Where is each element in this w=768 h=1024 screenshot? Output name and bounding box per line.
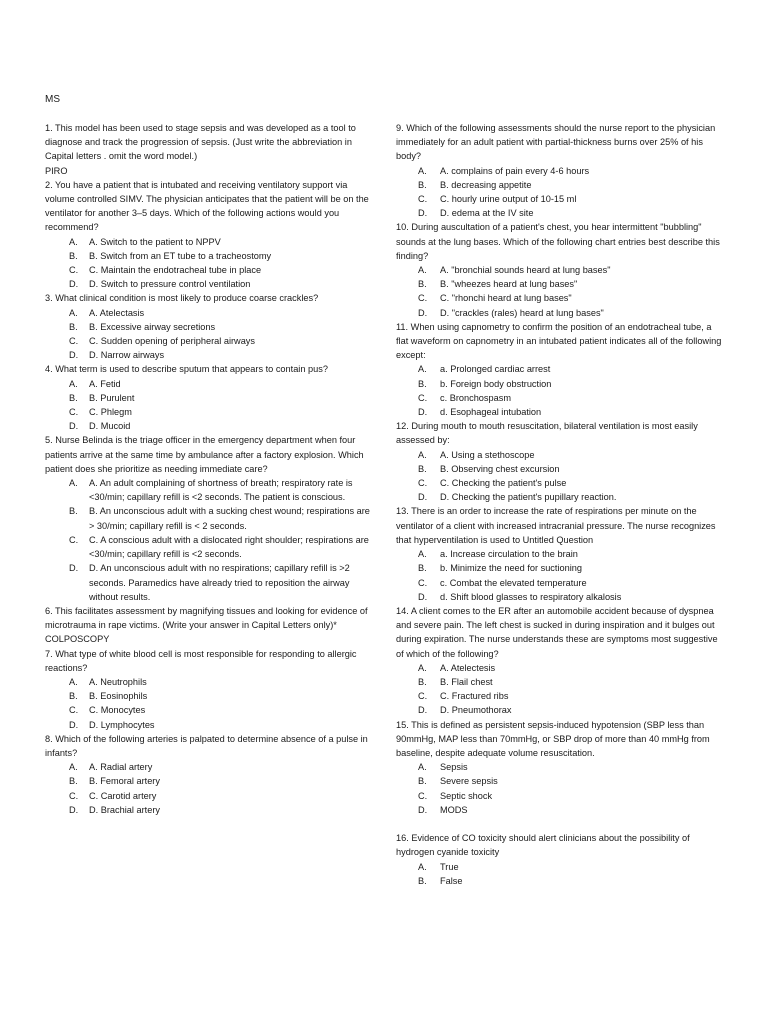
option-item: [396, 576, 724, 590]
options-list: [396, 164, 724, 221]
question-block: [396, 504, 724, 603]
question-block: [45, 732, 373, 817]
option-letter: B.: [69, 691, 78, 702]
options-list: [396, 860, 724, 888]
option-text: D. "crackles (rales) heard at lung bases": [440, 307, 604, 318]
options-list: [45, 306, 373, 363]
option-letter: B.: [69, 776, 78, 787]
option-text: C. Checking the patient's pulse: [440, 478, 567, 489]
option-letter: B.: [69, 392, 78, 403]
option-text: A. Atelectasis: [89, 307, 145, 318]
option-text: True: [440, 861, 459, 872]
question-block: [45, 604, 373, 647]
option-letter: C.: [69, 705, 79, 716]
option-letter: B.: [418, 378, 427, 389]
options-list: [45, 760, 373, 817]
option-text: B. decreasing appetite: [440, 179, 532, 190]
question-text: 3. What clinical condition is most likely to produce coarse crackles?: [45, 293, 319, 304]
option-letter: C.: [418, 478, 428, 489]
option-letter: D.: [69, 719, 79, 730]
option-letter: A.: [69, 762, 78, 773]
option-item: [45, 320, 373, 334]
option-text: D. Brachial artery: [89, 804, 160, 815]
option-text: B. Flail chest: [440, 676, 493, 687]
options-list: [396, 760, 724, 817]
option-letter: A.: [418, 662, 427, 673]
option-letter: C.: [418, 790, 428, 801]
option-item: [45, 391, 373, 405]
option-item: [396, 675, 724, 689]
option-item: [396, 405, 724, 419]
option-item: [396, 661, 724, 675]
option-text: A. Radial artery: [89, 762, 153, 773]
option-text: a. Prolonged cardiac arrest: [440, 364, 551, 375]
question-text: 16. Evidence of CO toxicity should alert clinicians about the possibility of hydrogen cyanide toxicity: [396, 833, 690, 858]
option-item: [45, 689, 373, 703]
option-text: c. Bronchospasm: [440, 392, 511, 403]
option-item: [396, 703, 724, 717]
option-item: [396, 561, 724, 575]
options-list: [45, 476, 373, 604]
question-text: 5. Nurse Belinda is the triage officer in the emergency department when four patients arrive at the same time by ambulance after a factory explosion. Which patient does she prioritize as needing immediate care?: [45, 435, 364, 474]
option-text: A. Switch to the patient to NPPV: [89, 236, 221, 247]
option-text: A. Neutrophils: [89, 676, 147, 687]
option-text: D. Lymphocytes: [89, 719, 155, 730]
option-text: B. Excessive airway secretions: [89, 321, 216, 332]
question-block: [45, 433, 373, 603]
option-letter: B.: [418, 279, 427, 290]
option-letter: C.: [418, 392, 428, 403]
option-text: D. Pneumothorax: [440, 705, 512, 716]
option-item: [45, 377, 373, 391]
option-letter: A.: [418, 449, 427, 460]
question-block: [45, 291, 373, 362]
option-text: D. Switch to pressure control ventilation: [89, 279, 251, 290]
option-letter: D.: [69, 279, 79, 290]
option-text: A. Fetid: [89, 378, 121, 389]
option-item: [396, 277, 724, 291]
option-text: Sepsis: [440, 762, 468, 773]
option-letter: A.: [418, 265, 427, 276]
option-letter: C.: [69, 407, 79, 418]
option-item: [45, 476, 373, 504]
options-list: [396, 448, 724, 505]
answer-text: PIRO: [45, 165, 68, 176]
option-letter: A.: [418, 861, 427, 872]
option-item: [396, 590, 724, 604]
option-item: [396, 206, 724, 220]
left-column: [45, 121, 373, 817]
question-block: [45, 362, 373, 433]
option-letter: D.: [69, 804, 79, 815]
options-list: [396, 661, 724, 718]
option-letter: C.: [69, 265, 79, 276]
option-letter: B.: [418, 676, 427, 687]
option-text: A. "bronchial sounds heard at lung bases": [440, 265, 611, 276]
option-item: [45, 405, 373, 419]
option-item: [396, 490, 724, 504]
question-text: 11. When using capnometry to confirm the position of an endotracheal tube, a flat waveform on capnometry in an intubated patient indicates all of the following except:: [396, 321, 722, 361]
option-text: D. edema at the IV site: [440, 208, 534, 219]
option-letter: D.: [69, 563, 79, 574]
question-text: 4. What term is used to describe sputum that appears to contain pus?: [45, 364, 328, 375]
option-letter: A.: [69, 378, 78, 389]
option-text: C. Maintain the endotracheal tube in place: [89, 265, 262, 276]
option-text: A. Using a stethoscope: [440, 449, 535, 460]
option-letter: A.: [69, 478, 78, 489]
option-text: C. Monocytes: [89, 705, 146, 716]
option-item: [45, 703, 373, 717]
option-letter: D.: [418, 208, 428, 219]
option-item: [396, 774, 724, 788]
option-letter: D.: [418, 591, 428, 602]
option-letter: B.: [418, 463, 427, 474]
option-letter: D.: [418, 705, 428, 716]
option-item: [45, 348, 373, 362]
option-item: [45, 249, 373, 263]
options-list: [45, 675, 373, 732]
option-item: [396, 789, 724, 803]
option-letter: B.: [69, 321, 78, 332]
option-item: [45, 306, 373, 320]
spacer: [396, 817, 724, 831]
question-block: [45, 178, 373, 292]
option-item: [396, 306, 724, 320]
option-item: [396, 192, 724, 206]
question-text: 10. During auscultation of a patient's chest, you hear intermittent "bubbling" sounds at the lung bases. Which of the following chart entries best describe this finding?: [396, 222, 720, 261]
question-block: [396, 718, 724, 817]
option-text: False: [440, 875, 463, 886]
option-text: B. Purulent: [89, 392, 135, 403]
question-text: 12. During mouth to mouth resuscitation, bilateral ventilation is most easily assessed by:: [396, 421, 698, 446]
option-letter: C.: [418, 194, 428, 205]
option-text: a. Increase circulation to the brain: [440, 549, 578, 560]
option-text: B. An unconscious adult with a sucking chest wound; respirations are > 30/min; capillary refill is < 2 seconds.: [89, 506, 370, 531]
options-list: [45, 235, 373, 292]
option-letter: D.: [69, 350, 79, 361]
option-item: [396, 689, 724, 703]
option-text: b. Minimize the need for suctioning: [440, 563, 582, 574]
option-item: [396, 448, 724, 462]
option-text: D. Narrow airways: [89, 350, 165, 361]
option-text: b. Foreign body obstruction: [440, 378, 552, 389]
option-letter: A.: [418, 549, 427, 560]
option-letter: A.: [418, 165, 427, 176]
option-text: A. An adult complaining of shortness of breath; respiratory rate is <30/min; capillary refill is <2 seconds. The patient is conscious.: [89, 478, 353, 503]
option-text: C. Sudden opening of peripheral airways: [89, 336, 255, 347]
option-item: [45, 533, 373, 561]
question-block: [396, 320, 724, 419]
option-text: A. complains of pain every 4-6 hours: [440, 165, 590, 176]
option-text: c. Combat the elevated temperature: [440, 577, 587, 588]
option-letter: D.: [418, 407, 428, 418]
option-item: [45, 561, 373, 604]
option-letter: C.: [418, 577, 428, 588]
question-text: 1. This model has been used to stage sepsis and was developed as a tool to diagnose and track the progression of sepsis. (Just write the abbreviation in Capital letters . omit the word model.): [45, 123, 356, 162]
option-item: [396, 760, 724, 774]
option-letter: D.: [418, 492, 428, 503]
option-item: [45, 419, 373, 433]
option-item: [45, 263, 373, 277]
option-text: C. Fractured ribs: [440, 691, 509, 702]
options-list: [396, 547, 724, 604]
option-letter: C.: [418, 691, 428, 702]
option-item: [396, 362, 724, 376]
option-text: B. Femoral artery: [89, 776, 160, 787]
option-letter: A.: [69, 236, 78, 247]
options-list: [396, 362, 724, 419]
option-letter: C.: [69, 790, 79, 801]
question-text: 6. This facilitates assessment by magnifying tissues and looking for evidence of microtrauma in rape victims. (Write your answer in Capital Letters only)*: [45, 605, 368, 631]
option-letter: A.: [418, 364, 427, 375]
option-text: C. Carotid artery: [89, 790, 157, 801]
option-text: C. "rhonchi heard at lung bases": [440, 293, 572, 304]
question-block: [45, 121, 373, 178]
right-column: [396, 121, 724, 888]
option-item: [396, 860, 724, 874]
option-letter: B.: [418, 563, 427, 574]
option-letter: A.: [69, 676, 78, 687]
option-item: [396, 874, 724, 888]
options-list: [45, 377, 373, 434]
option-letter: D.: [418, 804, 428, 815]
option-letter: A.: [418, 762, 427, 773]
option-text: C. hourly urine output of 10-15 ml: [440, 194, 577, 205]
option-text: B. Switch from an ET tube to a tracheostomy: [89, 250, 272, 261]
question-block: [396, 419, 724, 504]
option-text: D. Mucoid: [89, 421, 131, 432]
question-block: [396, 220, 724, 319]
question-text: 8. Which of the following arteries is palpated to determine absence of a pulse in infants?: [45, 733, 368, 758]
option-item: [45, 760, 373, 774]
question-text: 9. Which of the following assessments should the nurse report to the physician immediately for an adult patient with partial-thickness burns over 25% of his body?: [396, 123, 716, 162]
option-item: [45, 675, 373, 689]
option-item: [45, 718, 373, 732]
option-text: D. Checking the patient's pupillary reaction.: [440, 492, 617, 503]
option-item: [396, 462, 724, 476]
option-text: d. Esophageal intubation: [440, 407, 542, 418]
option-item: [396, 377, 724, 391]
option-text: A. Atelectesis: [440, 662, 496, 673]
option-text: B. Eosinophils: [89, 691, 148, 702]
option-item: [396, 547, 724, 561]
option-letter: C.: [69, 336, 79, 347]
option-item: [396, 164, 724, 178]
question-text: 7. What type of white blood cell is most responsible for responding to allergic reactions?: [45, 648, 357, 673]
question-text: 2. You have a patient that is intubated and receiving ventilatory support via volume controlled SIMV. The physician anticipates that the patient will be on the ventilator for another 3–5 days. Which of the following actions would you recommend?: [45, 179, 369, 233]
option-text: MODS: [440, 804, 468, 815]
option-text: C. A conscious adult with a dislocated right shoulder; respirations are <30/min; capillary refill is <2 seconds.: [89, 534, 369, 560]
option-text: Severe sepsis: [440, 776, 498, 787]
option-item: [396, 291, 724, 305]
option-letter: B.: [418, 776, 427, 787]
option-text: B. Observing chest excursion: [440, 463, 560, 474]
option-letter: D.: [418, 307, 428, 318]
option-letter: B.: [69, 506, 78, 517]
option-item: [396, 476, 724, 490]
option-letter: D.: [69, 421, 79, 432]
option-item: [396, 803, 724, 817]
option-item: [45, 774, 373, 788]
question-block: [396, 817, 724, 888]
option-text: B. "wheezes heard at lung bases": [440, 279, 578, 290]
option-letter: B.: [418, 179, 427, 190]
option-item: [396, 178, 724, 192]
option-letter: A.: [69, 307, 78, 318]
option-text: Septic shock: [440, 790, 493, 801]
option-letter: C.: [418, 293, 428, 304]
question-text: 13. There is an order to increase the rate of respirations per minute on the ventilator of a client with increased intracranial pressure. The nurse recognizes that hyperventilation is used to Untitled Question: [396, 506, 716, 545]
option-text: d. Shift blood glasses to respiratory alkalosis: [440, 591, 622, 602]
options-list: [396, 263, 724, 320]
question-block: [396, 121, 724, 220]
question-text: 14. A client comes to the ER after an automobile accident because of dyspnea and severe pain. The left chest is sucked in during inspiration and it bulges out during expiration. The nurse understands these are symptoms most suggestive of which of the following?: [396, 605, 718, 659]
option-item: [45, 504, 373, 532]
option-item: [45, 334, 373, 348]
option-item: [45, 789, 373, 803]
option-item: [45, 277, 373, 291]
option-letter: B.: [418, 875, 427, 886]
option-item: [45, 803, 373, 817]
option-text: C. Phlegm: [89, 407, 132, 418]
option-letter: C.: [69, 534, 79, 545]
option-item: [396, 263, 724, 277]
option-letter: B.: [69, 250, 78, 261]
option-item: [45, 235, 373, 249]
question-text: 15. This is defined as persistent sepsis-induced hypotension (SBP less than 90mmHg, MAP less than 70mmHg, or SBP drop of more than 40 mmHg from baseline, despite adequate volume resuscitation.: [396, 719, 710, 758]
question-block: [396, 604, 724, 718]
option-item: [396, 391, 724, 405]
option-text: D. An unconscious adult with no respirations; capillary refill is >2 seconds. Paramedics have already tried to reposition the airway without results.: [89, 563, 350, 602]
question-block: [45, 647, 373, 732]
answer-text: COLPOSCOPY: [45, 634, 110, 645]
document-title: MS: [45, 94, 60, 105]
